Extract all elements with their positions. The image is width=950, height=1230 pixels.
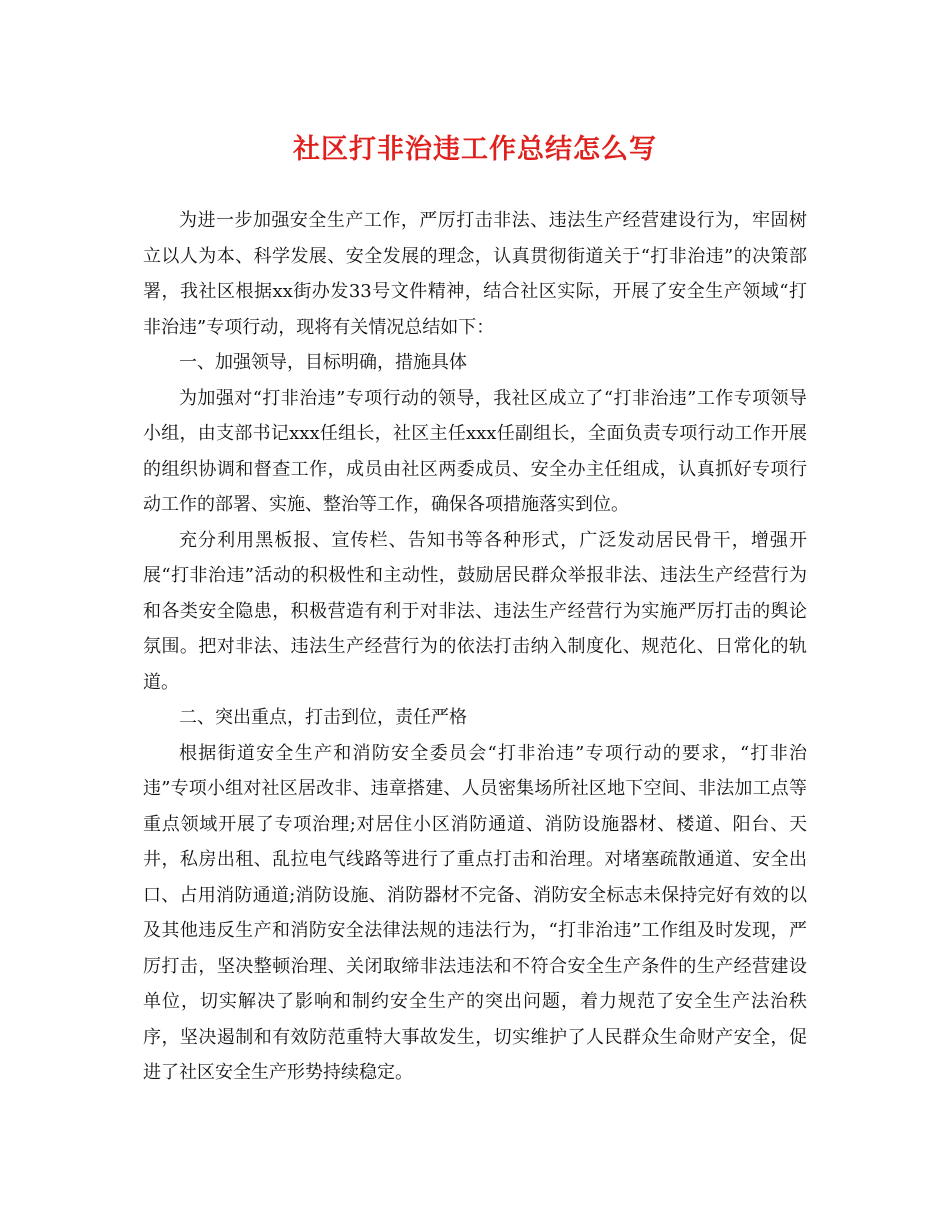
section-heading-2: 二、突出重点，打击到位，责任严格 [179, 707, 467, 728]
paragraph-enforcement: 根据街道安全生产和消防安全委员会“打非治违”专项行动的要求，“打非治违”专项小组对社区居改非、违章搭建、人员密集场所社区地下空间、非法加工点等重点领域开展了专项治理;对居住小区消防通道、消防设施器材、楼道、阳台、天井，私房出租、乱拉电气线路等进行了重点打击和治理。对堵塞疏散通道、安全出口、占用消防通道;消防设施、消防器材不完备、消防安全标志未保持完好有效的以及其他违反生产和消防安全法律法规的违法行为，“打非治违”工作组及时发现，严厉打击，坚决整顿治理、关闭取缔非法违法和不符合安全生产条件的生产经营建设单位，切实解决了影响和制约安全生产的突出问题，着力规范了安全生产法治秩序，坚决遏制和有效防范重特大事故发生，切实维护了人民群众生命财产安全，促进了社区安全生产形势持续稳定。 [143, 742, 807, 1083]
paragraph-intro: 为进一步加强安全生产工作，严厉打击非法、违法生产经营建设行为，牢固树立以人为本、科学发展、安全发展的理念，认真贯彻街道关于“打非治违”的决策部署，我社区根据xx街办发33号文件精神，结合社区实际，开展了安全生产领域“打非治违”专项行动，现将有关情况总结如下： [143, 210, 807, 338]
document-title: 社区打非治违工作总结怎么写 [293, 134, 657, 165]
document-body [143, 203, 807, 1091]
paragraph-publicity: 充分利用黑板报、宣传栏、告知书等各种形式，广泛发动居民骨干，增强开展“打非治违”活动的积极性和主动性，鼓励居民群众举报非法、违法生产经营行为和各类安全隐患，积极营造有利于对非法、违法生产经营行为实施严厉打击的舆论氛围。把对非法、违法生产经营行为的依法打击纳入制度化、规范化、日常化的轨道。 [143, 529, 807, 693]
section-heading-1: 一、加强领导，目标明确，措施具体 [179, 352, 467, 373]
paragraph-leadership: 为加强对“打非治违”专项行动的领导，我社区成立了“打非治违”工作专项领导小组，由支部书记xxx任组长，社区主任xxx任副组长，全面负责专项行动工作开展的组织协调和督查工作，成员由社区两委成员、安全办主任组成，认真抓好专项行动工作的部署、实施、整治等工作，确保各项措施落实到位。 [143, 387, 807, 515]
